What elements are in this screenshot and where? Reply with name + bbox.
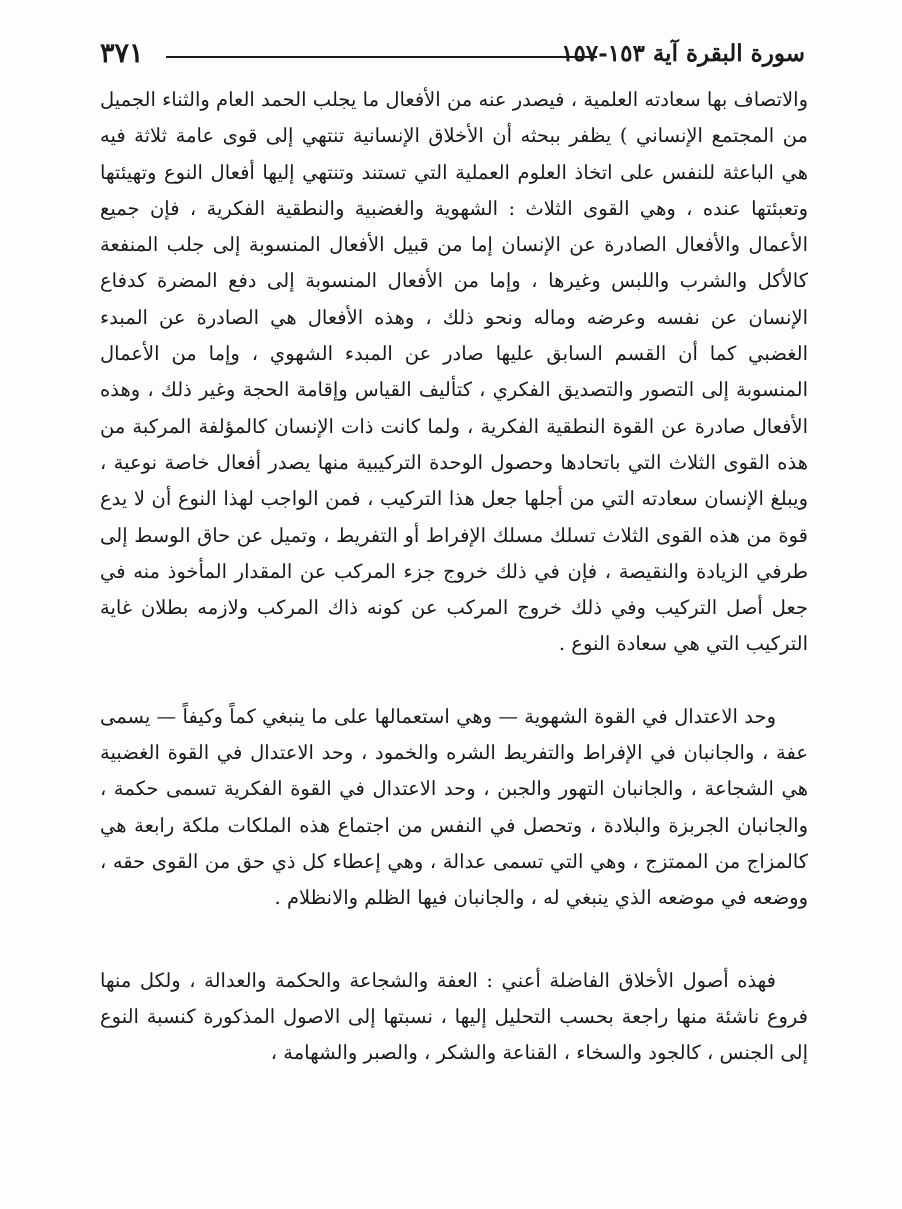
paragraph: فهذه أصول الأخلاق الفاضلة أعني : العفة والشجاعة والحكمة والعدالة ، ولكل منها فروع ناشئة منها راجعة بحسب التحليل إليها ، نسبتها إلى الاصول المذكورة كنسبة النوع إلى الجنس ، كالجود والسخاء ، القناعة والشكر ، والصبر والشهامة ، [100, 968, 808, 1065]
paragraph: والاتصاف بها سعادته العلمية ، فيصدر عنه من الأفعال ما يجلب الحمد العام والثناء الجميل من المجتمع الإنساني ) يظفر ببحثه أن الأخلاق الإنسانية تنتهي إلى قوى عامة ثلاثة فيه هي الباعثة للنفس على اتخاذ العلوم العملية التي تستند وتنتهي إليها أفعال النوع وتهيئتها وتعبئتها عنده ، وهي القوى الثلاث : الشهوية والغضبية والنطقية الفكرية ، فإن جميع الأعمال والأفعال الصادرة عن الإنسان إما من قبيل الأفعال المنسوبة إلى جلب المنفعة كالأكل والشرب واللبس وغيرها ، وإما من الأفعال المنسوبة إلى دفع المضرة كدفاع الإنسان عن نفسه وعرضه وماله ونحو ذلك ، وهذه الأفعال هي الصادرة عن المبدء الغضبي كما أن القسم السابق عليها صادر عن المبدء الشهوي ، وإما من الأعمال المنسوبة إلى التصور والتصديق الفكري ، كتأليف القياس وإقامة الحجة وغير ذلك ، وهذه الأفعال صادرة عن القوة النطقية الفكرية ، ولما كانت ذات الإنسان كالمؤلفة المركبة من هذه القوى الثلاث التي باتحادها وحصول الوحدة التركيبية منها يصدر أفعال خاصة نوعية ، ويبلغ الإنسان سعادته التي من أجلها جعل هذا التركيب ، فمن الواجب لهذا النوع أن لا يدع قوة من هذه القوى الثلاث تسلك مسلك الإفراط أو التفريط ، وتميل عن حاق الوسط إلى طرفي الزيادة والنقيصة ، فإن في ذلك خروج جزء المركب عن المقدار المأخوذ منه في جعل أصل التركيب وفي ذلك خروج المركب عن كونه ذاك المركب ولازمه بطلان غاية التركيب التي هي سعادة النوع . [100, 88, 808, 656]
paragraph: وحد الاعتدال في القوة الشهوية — وهي استعمالها على ما ينبغي كماً وكيفاً — يسمى عفة ، والجانبان في الإفراط والتفريط الشره والخمود ، وحد الاعتدال في القوة الغضبية هي الشجاعة ، والجانبان التهور والجبن ، وحد الاعتدال في القوة الفكرية تسمى حكمة ، والجانبان الجربزة والبلادة ، وتحصل في النفس من اجتماع هذه الملكات ملكة رابعة هي كالمزاج من الممتزج ، وهي التي تسمى عدالة ، وهي إعطاء كل ذي حق من القوى حقه ، ووضعه في موضعه الذي ينبغي له ، والجانبان فيها الظلم والانظلام . [100, 704, 808, 910]
header-rule [166, 56, 597, 58]
paragraph-spacer [100, 663, 808, 699]
page-number: ٣٧١ [100, 38, 144, 69]
paragraph-spacer [100, 917, 808, 963]
body-text [100, 82, 808, 1071]
running-title: سورة البقرة آية ١٥٣-١٥٧ [561, 40, 805, 67]
page-header [100, 36, 805, 72]
